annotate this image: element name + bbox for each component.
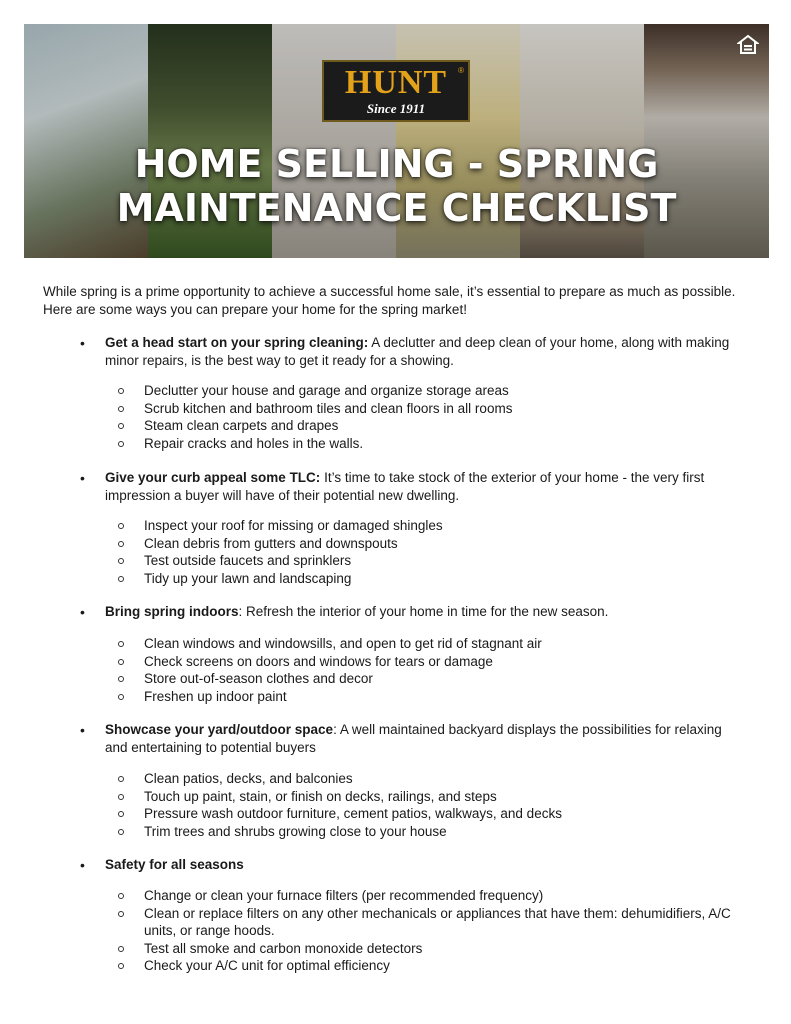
list-item: Check screens on doors and windows for tears or damage: [118, 653, 738, 671]
list-item: Test outside faucets and sprinklers: [118, 552, 738, 570]
list-item: Clean debris from gutters and downspouts: [118, 535, 738, 553]
list-item: Pressure wash outdoor furniture, cement patios, walkways, and decks: [118, 805, 738, 823]
list-item: Repair cracks and holes in the walls.: [118, 435, 738, 453]
sub-list: [118, 635, 738, 705]
list-item: Trim trees and shrubs growing close to your house: [118, 823, 738, 841]
section-heading: Showcase your yard/outdoor space: A well maintained backyard displays the possibilities for relaxing and entertaining to potential buyers: [105, 722, 722, 755]
list-item: Clean or replace filters on any other mechanicals or appliances that have them: dehumidifiers, A/C units, or range hoods.: [118, 905, 738, 940]
equal-housing-opportunity-icon: [737, 34, 759, 56]
page-title-line-1: HOME SELLING - SPRING: [134, 142, 659, 186]
section-heading: Bring spring indoors: Refresh the interior of your home in time for the new season.: [105, 604, 609, 619]
list-item: Check your A/C unit for optimal efficiency: [118, 957, 738, 975]
list-item: Scrub kitchen and bathroom tiles and clean floors in all rooms: [118, 400, 738, 418]
list-item: Steam clean carpets and drapes: [118, 417, 738, 435]
list-item: Declutter your house and garage and organize storage areas: [118, 382, 738, 400]
bullet-dot: •: [80, 470, 85, 486]
list-item: Clean windows and windowsills, and open to get rid of stagnant air: [118, 635, 738, 653]
sub-list: [118, 517, 738, 587]
list-item: Store out-of-season clothes and decor: [118, 670, 738, 688]
section-heading: Get a head start on your spring cleaning: A declutter and deep clean of your home, along with making minor repairs, is the best way to get it ready for a showing.: [105, 335, 730, 368]
intro-paragraph: While spring is a prime opportunity to achieve a successful home sale, it’s essential to prepare as much as possible. Here are some ways you can prepare your home for the spring market!: [43, 284, 736, 317]
bullet-dot: •: [80, 604, 85, 620]
page-title-line-2: MAINTENANCE CHECKLIST: [116, 186, 677, 230]
bullet-dot: •: [80, 857, 85, 873]
header-banner: [24, 24, 769, 258]
hunt-logo: HUNT ® Since 1911: [322, 60, 470, 122]
section-heading: Give your curb appeal some TLC: It’s time to take stock of the exterior of your home - the very first impression a buyer will have of their potential new dwelling.: [105, 470, 705, 503]
list-item: Inspect your roof for missing or damaged shingles: [118, 517, 738, 535]
list-item: Freshen up indoor paint: [118, 688, 738, 706]
list-item: Test all smoke and carbon monoxide detectors: [118, 940, 738, 958]
bullet-dot: •: [80, 722, 85, 738]
list-item: Clean patios, decks, and balconies: [118, 770, 738, 788]
sub-list: [118, 770, 738, 840]
list-item: Touch up paint, stain, or finish on decks, railings, and steps: [118, 788, 738, 806]
sub-list: [118, 382, 738, 452]
list-item: Tidy up your lawn and landscaping: [118, 570, 738, 588]
list-item: Change or clean your furnace filters (per recommended frequency): [118, 887, 738, 905]
section-heading: Safety for all seasons: [105, 857, 244, 872]
sub-list: [118, 887, 738, 975]
bullet-dot: •: [80, 335, 85, 351]
